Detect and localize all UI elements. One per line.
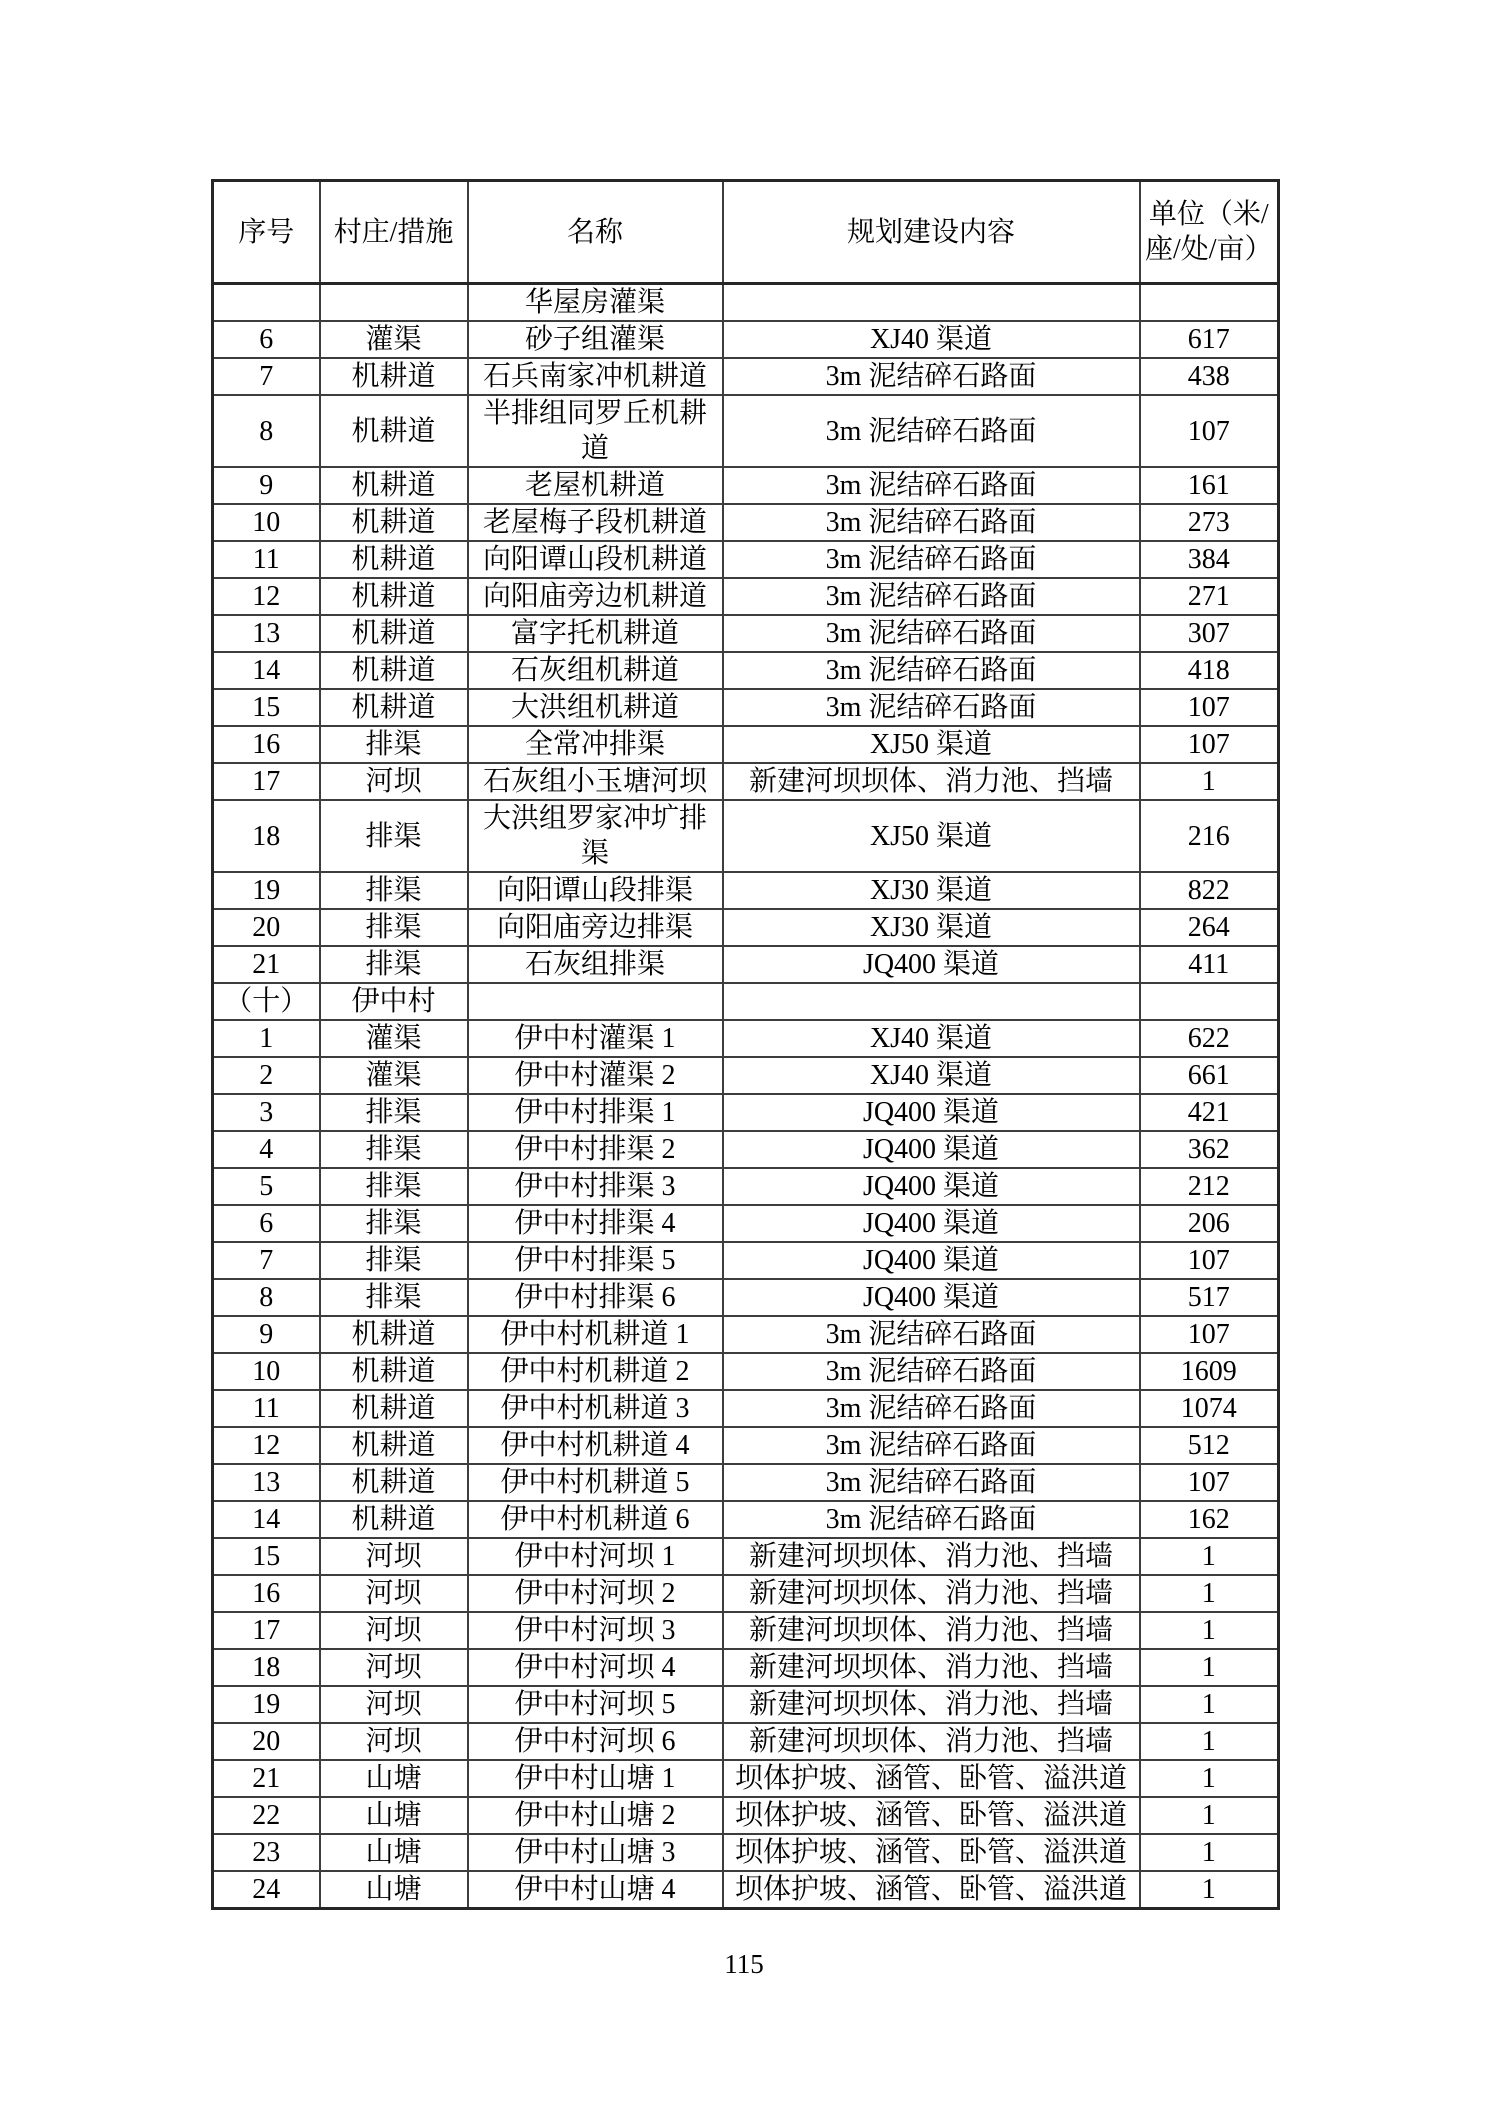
table-row bbox=[213, 763, 1279, 800]
cell-content: XJ40 渠道 bbox=[723, 321, 1140, 358]
cell-no: 3 bbox=[213, 1094, 320, 1131]
cell-measure: 排渠 bbox=[320, 726, 468, 763]
col-header-measure: 村庄/措施 bbox=[320, 181, 468, 284]
cell-unit: 1 bbox=[1140, 1612, 1279, 1649]
cell-content: JQ400 渠道 bbox=[723, 1242, 1140, 1279]
cell-name: 伊中村排渠 1 bbox=[468, 1094, 723, 1131]
cell-unit: 162 bbox=[1140, 1501, 1279, 1538]
cell-no: 2 bbox=[213, 1057, 320, 1094]
cell-content: JQ400 渠道 bbox=[723, 1279, 1140, 1316]
cell-content: 3m 泥结碎石路面 bbox=[723, 1501, 1140, 1538]
cell-name: 向阳庙旁边机耕道 bbox=[468, 578, 723, 615]
cell-no bbox=[213, 284, 320, 322]
cell-measure: 河坝 bbox=[320, 1649, 468, 1686]
table-row bbox=[213, 467, 1279, 504]
col-header-no: 序号 bbox=[213, 181, 320, 284]
cell-unit: 1 bbox=[1140, 1686, 1279, 1723]
cell-no: 20 bbox=[213, 1723, 320, 1760]
cell-content: 3m 泥结碎石路面 bbox=[723, 578, 1140, 615]
cell-measure: 机耕道 bbox=[320, 578, 468, 615]
cell-no: 8 bbox=[213, 1279, 320, 1316]
cell-name: 全常冲排渠 bbox=[468, 726, 723, 763]
page-number: 115 bbox=[724, 1949, 764, 1979]
cell-name: 伊中村排渠 6 bbox=[468, 1279, 723, 1316]
cell-unit: 161 bbox=[1140, 467, 1279, 504]
cell-name: 伊中村山塘 3 bbox=[468, 1834, 723, 1871]
cell-no: 24 bbox=[213, 1871, 320, 1909]
cell-name: 富字托机耕道 bbox=[468, 615, 723, 652]
cell-unit: 107 bbox=[1140, 1242, 1279, 1279]
cell-measure: 伊中村 bbox=[320, 983, 468, 1020]
cell-no: 15 bbox=[213, 689, 320, 726]
cell-unit: 1609 bbox=[1140, 1353, 1279, 1390]
cell-unit: 1 bbox=[1140, 1871, 1279, 1909]
cell-name: 半排组同罗丘机耕道 bbox=[468, 395, 723, 467]
cell-content: JQ400 渠道 bbox=[723, 1131, 1140, 1168]
cell-no: 11 bbox=[213, 541, 320, 578]
cell-measure: 机耕道 bbox=[320, 1316, 468, 1353]
table-row bbox=[213, 1797, 1279, 1834]
table-row bbox=[213, 1464, 1279, 1501]
cell-content: 3m 泥结碎石路面 bbox=[723, 467, 1140, 504]
cell-measure: 排渠 bbox=[320, 872, 468, 909]
cell-name: 伊中村河坝 5 bbox=[468, 1686, 723, 1723]
table-row bbox=[213, 1871, 1279, 1909]
cell-no: 12 bbox=[213, 1427, 320, 1464]
cell-measure: 山塘 bbox=[320, 1760, 468, 1797]
cell-content: XJ30 渠道 bbox=[723, 872, 1140, 909]
cell-no: 23 bbox=[213, 1834, 320, 1871]
table-row bbox=[213, 1575, 1279, 1612]
table-row bbox=[213, 1020, 1279, 1057]
cell-unit: 206 bbox=[1140, 1205, 1279, 1242]
cell-unit: 307 bbox=[1140, 615, 1279, 652]
cell-measure: 排渠 bbox=[320, 909, 468, 946]
cell-unit: 517 bbox=[1140, 1279, 1279, 1316]
cell-measure: 机耕道 bbox=[320, 615, 468, 652]
cell-content: 坝体护坡、涵管、卧管、溢洪道 bbox=[723, 1871, 1140, 1909]
cell-no: 10 bbox=[213, 504, 320, 541]
cell-content: 3m 泥结碎石路面 bbox=[723, 615, 1140, 652]
cell-content: 3m 泥结碎石路面 bbox=[723, 504, 1140, 541]
cell-measure: 排渠 bbox=[320, 946, 468, 983]
table-row bbox=[213, 983, 1279, 1020]
cell-measure: 山塘 bbox=[320, 1797, 468, 1834]
cell-unit: 264 bbox=[1140, 909, 1279, 946]
cell-no: （十） bbox=[213, 983, 320, 1020]
table-row bbox=[213, 1686, 1279, 1723]
cell-measure: 排渠 bbox=[320, 1205, 468, 1242]
cell-unit: 661 bbox=[1140, 1057, 1279, 1094]
cell-no: 7 bbox=[213, 1242, 320, 1279]
cell-measure: 机耕道 bbox=[320, 1353, 468, 1390]
cell-measure: 机耕道 bbox=[320, 689, 468, 726]
table-row bbox=[213, 1760, 1279, 1797]
cell-unit: 1 bbox=[1140, 1575, 1279, 1612]
cell-content: 新建河坝坝体、消力池、挡墙 bbox=[723, 1612, 1140, 1649]
cell-name: 伊中村灌渠 2 bbox=[468, 1057, 723, 1094]
cell-no: 9 bbox=[213, 467, 320, 504]
cell-measure: 排渠 bbox=[320, 1094, 468, 1131]
cell-no: 22 bbox=[213, 1797, 320, 1834]
table-row bbox=[213, 726, 1279, 763]
table-row bbox=[213, 946, 1279, 983]
cell-unit: 107 bbox=[1140, 1464, 1279, 1501]
table-row bbox=[213, 652, 1279, 689]
cell-no: 7 bbox=[213, 358, 320, 395]
cell-name: 伊中村机耕道 3 bbox=[468, 1390, 723, 1427]
cell-no: 18 bbox=[213, 800, 320, 872]
table-row bbox=[213, 321, 1279, 358]
cell-unit: 1074 bbox=[1140, 1390, 1279, 1427]
table-row bbox=[213, 1723, 1279, 1760]
cell-name: 石灰组机耕道 bbox=[468, 652, 723, 689]
cell-unit: 1 bbox=[1140, 1760, 1279, 1797]
table-row bbox=[213, 1279, 1279, 1316]
table-row bbox=[213, 1390, 1279, 1427]
cell-name: 伊中村排渠 3 bbox=[468, 1168, 723, 1205]
cell-no: 13 bbox=[213, 615, 320, 652]
cell-name: 伊中村山塘 2 bbox=[468, 1797, 723, 1834]
cell-content: XJ30 渠道 bbox=[723, 909, 1140, 946]
cell-name: 伊中村排渠 4 bbox=[468, 1205, 723, 1242]
cell-no: 17 bbox=[213, 763, 320, 800]
cell-content: 新建河坝坝体、消力池、挡墙 bbox=[723, 1538, 1140, 1575]
cell-measure: 山塘 bbox=[320, 1871, 468, 1909]
cell-content: 3m 泥结碎石路面 bbox=[723, 1427, 1140, 1464]
cell-measure: 排渠 bbox=[320, 800, 468, 872]
cell-measure: 河坝 bbox=[320, 1686, 468, 1723]
table-row bbox=[213, 1057, 1279, 1094]
table-row bbox=[213, 800, 1279, 872]
cell-unit: 1 bbox=[1140, 1797, 1279, 1834]
cell-unit: 617 bbox=[1140, 321, 1279, 358]
cell-measure: 机耕道 bbox=[320, 504, 468, 541]
cell-content: JQ400 渠道 bbox=[723, 1094, 1140, 1131]
cell-no: 19 bbox=[213, 1686, 320, 1723]
cell-name: 伊中村山塘 1 bbox=[468, 1760, 723, 1797]
cell-measure: 河坝 bbox=[320, 1723, 468, 1760]
cell-unit: 271 bbox=[1140, 578, 1279, 615]
cell-name: 老屋梅子段机耕道 bbox=[468, 504, 723, 541]
table-row bbox=[213, 1501, 1279, 1538]
cell-content: JQ400 渠道 bbox=[723, 946, 1140, 983]
cell-unit bbox=[1140, 284, 1279, 322]
table-row bbox=[213, 1205, 1279, 1242]
cell-unit: 1 bbox=[1140, 1834, 1279, 1871]
cell-measure bbox=[320, 284, 468, 322]
cell-measure: 灌渠 bbox=[320, 1020, 468, 1057]
table-row bbox=[213, 284, 1279, 322]
table-row bbox=[213, 541, 1279, 578]
cell-content: XJ40 渠道 bbox=[723, 1020, 1140, 1057]
cell-content: XJ50 渠道 bbox=[723, 800, 1140, 872]
table-row bbox=[213, 578, 1279, 615]
cell-content: 3m 泥结碎石路面 bbox=[723, 358, 1140, 395]
cell-content: 3m 泥结碎石路面 bbox=[723, 652, 1140, 689]
cell-name: 石灰组小玉塘河坝 bbox=[468, 763, 723, 800]
cell-no: 6 bbox=[213, 321, 320, 358]
cell-no: 12 bbox=[213, 578, 320, 615]
cell-content: 坝体护坡、涵管、卧管、溢洪道 bbox=[723, 1797, 1140, 1834]
cell-unit: 822 bbox=[1140, 872, 1279, 909]
table-row bbox=[213, 1242, 1279, 1279]
cell-unit: 1 bbox=[1140, 1723, 1279, 1760]
cell-measure: 机耕道 bbox=[320, 358, 468, 395]
cell-name: 伊中村河坝 2 bbox=[468, 1575, 723, 1612]
cell-unit: 438 bbox=[1140, 358, 1279, 395]
cell-measure: 排渠 bbox=[320, 1242, 468, 1279]
cell-measure: 排渠 bbox=[320, 1131, 468, 1168]
cell-name: 伊中村机耕道 6 bbox=[468, 1501, 723, 1538]
table-row bbox=[213, 615, 1279, 652]
table-row bbox=[213, 504, 1279, 541]
table-row bbox=[213, 1538, 1279, 1575]
cell-no: 13 bbox=[213, 1464, 320, 1501]
cell-unit: 622 bbox=[1140, 1020, 1279, 1057]
cell-unit: 512 bbox=[1140, 1427, 1279, 1464]
cell-content: XJ40 渠道 bbox=[723, 1057, 1140, 1094]
cell-name: 向阳谭山段机耕道 bbox=[468, 541, 723, 578]
cell-no: 21 bbox=[213, 946, 320, 983]
cell-measure: 灌渠 bbox=[320, 1057, 468, 1094]
cell-unit: 1 bbox=[1140, 1538, 1279, 1575]
cell-content: 新建河坝坝体、消力池、挡墙 bbox=[723, 1723, 1140, 1760]
table-row bbox=[213, 1316, 1279, 1353]
cell-no: 14 bbox=[213, 652, 320, 689]
cell-name: 伊中村排渠 2 bbox=[468, 1131, 723, 1168]
header-row bbox=[213, 181, 1279, 284]
cell-no: 16 bbox=[213, 726, 320, 763]
cell-name: 石兵南家冲机耕道 bbox=[468, 358, 723, 395]
cell-measure: 排渠 bbox=[320, 1279, 468, 1316]
cell-no: 19 bbox=[213, 872, 320, 909]
cell-name: 向阳谭山段排渠 bbox=[468, 872, 723, 909]
cell-no: 1 bbox=[213, 1020, 320, 1057]
cell-measure: 机耕道 bbox=[320, 541, 468, 578]
cell-unit: 1 bbox=[1140, 763, 1279, 800]
cell-content: 新建河坝坝体、消力池、挡墙 bbox=[723, 1649, 1140, 1686]
cell-content: JQ400 渠道 bbox=[723, 1168, 1140, 1205]
table-row bbox=[213, 1612, 1279, 1649]
table-row bbox=[213, 872, 1279, 909]
table-row bbox=[213, 1353, 1279, 1390]
col-header-unit: 单位（米/座/处/亩） bbox=[1140, 181, 1279, 284]
cell-measure: 机耕道 bbox=[320, 652, 468, 689]
cell-measure: 河坝 bbox=[320, 763, 468, 800]
cell-measure: 河坝 bbox=[320, 1538, 468, 1575]
cell-content: 3m 泥结碎石路面 bbox=[723, 395, 1140, 467]
cell-measure: 河坝 bbox=[320, 1612, 468, 1649]
cell-no: 11 bbox=[213, 1390, 320, 1427]
cell-measure: 山塘 bbox=[320, 1834, 468, 1871]
cell-content: 坝体护坡、涵管、卧管、溢洪道 bbox=[723, 1760, 1140, 1797]
table-row bbox=[213, 909, 1279, 946]
cell-name: 伊中村机耕道 5 bbox=[468, 1464, 723, 1501]
cell-name: 伊中村灌渠 1 bbox=[468, 1020, 723, 1057]
cell-measure: 河坝 bbox=[320, 1575, 468, 1612]
cell-name: 大洪组罗家冲圹排渠 bbox=[468, 800, 723, 872]
cell-measure: 机耕道 bbox=[320, 395, 468, 467]
cell-name: 伊中村河坝 6 bbox=[468, 1723, 723, 1760]
table-row bbox=[213, 395, 1279, 467]
cell-name: 伊中村机耕道 1 bbox=[468, 1316, 723, 1353]
cell-name: 伊中村山塘 4 bbox=[468, 1871, 723, 1909]
cell-name: 伊中村机耕道 4 bbox=[468, 1427, 723, 1464]
cell-measure: 机耕道 bbox=[320, 1501, 468, 1538]
cell-measure: 机耕道 bbox=[320, 1427, 468, 1464]
cell-content: 新建河坝坝体、消力池、挡墙 bbox=[723, 763, 1140, 800]
cell-no: 20 bbox=[213, 909, 320, 946]
cell-no: 4 bbox=[213, 1131, 320, 1168]
cell-content: 新建河坝坝体、消力池、挡墙 bbox=[723, 1686, 1140, 1723]
cell-content: 3m 泥结碎石路面 bbox=[723, 689, 1140, 726]
cell-name: 伊中村机耕道 2 bbox=[468, 1353, 723, 1390]
cell-content: 新建河坝坝体、消力池、挡墙 bbox=[723, 1575, 1140, 1612]
table-row bbox=[213, 1834, 1279, 1871]
cell-unit: 107 bbox=[1140, 1316, 1279, 1353]
plan-table-header bbox=[213, 181, 1279, 284]
cell-no: 10 bbox=[213, 1353, 320, 1390]
cell-name: 伊中村河坝 3 bbox=[468, 1612, 723, 1649]
col-header-content: 规划建设内容 bbox=[723, 181, 1140, 284]
cell-no: 8 bbox=[213, 395, 320, 467]
cell-no: 5 bbox=[213, 1168, 320, 1205]
cell-unit: 273 bbox=[1140, 504, 1279, 541]
cell-content: 3m 泥结碎石路面 bbox=[723, 1390, 1140, 1427]
cell-content: 3m 泥结碎石路面 bbox=[723, 1353, 1140, 1390]
table-row bbox=[213, 1649, 1279, 1686]
cell-name: 华屋房灌渠 bbox=[468, 284, 723, 322]
cell-name: 老屋机耕道 bbox=[468, 467, 723, 504]
cell-no: 14 bbox=[213, 1501, 320, 1538]
cell-content: JQ400 渠道 bbox=[723, 1205, 1140, 1242]
cell-name: 大洪组机耕道 bbox=[468, 689, 723, 726]
cell-name: 石灰组排渠 bbox=[468, 946, 723, 983]
cell-name bbox=[468, 983, 723, 1020]
cell-unit: 411 bbox=[1140, 946, 1279, 983]
cell-name: 砂子组灌渠 bbox=[468, 321, 723, 358]
table-row bbox=[213, 1131, 1279, 1168]
cell-unit: 107 bbox=[1140, 689, 1279, 726]
cell-no: 16 bbox=[213, 1575, 320, 1612]
cell-unit: 216 bbox=[1140, 800, 1279, 872]
cell-measure: 机耕道 bbox=[320, 467, 468, 504]
plan-table bbox=[211, 179, 1280, 1910]
cell-no: 17 bbox=[213, 1612, 320, 1649]
cell-name: 伊中村河坝 4 bbox=[468, 1649, 723, 1686]
cell-no: 15 bbox=[213, 1538, 320, 1575]
cell-content: XJ50 渠道 bbox=[723, 726, 1140, 763]
table-row bbox=[213, 358, 1279, 395]
cell-measure: 排渠 bbox=[320, 1168, 468, 1205]
cell-measure: 机耕道 bbox=[320, 1390, 468, 1427]
cell-no: 6 bbox=[213, 1205, 320, 1242]
cell-content: 坝体护坡、涵管、卧管、溢洪道 bbox=[723, 1834, 1140, 1871]
cell-no: 9 bbox=[213, 1316, 320, 1353]
cell-content bbox=[723, 284, 1140, 322]
cell-unit: 212 bbox=[1140, 1168, 1279, 1205]
cell-measure: 机耕道 bbox=[320, 1464, 468, 1501]
table-row bbox=[213, 689, 1279, 726]
cell-measure: 灌渠 bbox=[320, 321, 468, 358]
cell-unit: 107 bbox=[1140, 395, 1279, 467]
cell-unit: 362 bbox=[1140, 1131, 1279, 1168]
plan-table-body bbox=[213, 284, 1279, 1909]
cell-content: 3m 泥结碎石路面 bbox=[723, 1464, 1140, 1501]
cell-unit: 384 bbox=[1140, 541, 1279, 578]
cell-content: 3m 泥结碎石路面 bbox=[723, 541, 1140, 578]
cell-name: 伊中村排渠 5 bbox=[468, 1242, 723, 1279]
cell-unit: 418 bbox=[1140, 652, 1279, 689]
col-header-name: 名称 bbox=[468, 181, 723, 284]
table-row bbox=[213, 1094, 1279, 1131]
cell-content: 3m 泥结碎石路面 bbox=[723, 1316, 1140, 1353]
cell-no: 21 bbox=[213, 1760, 320, 1797]
cell-unit: 421 bbox=[1140, 1094, 1279, 1131]
cell-unit: 1 bbox=[1140, 1649, 1279, 1686]
table-row bbox=[213, 1427, 1279, 1464]
cell-unit: 107 bbox=[1140, 726, 1279, 763]
cell-name: 向阳庙旁边排渠 bbox=[468, 909, 723, 946]
table-row bbox=[213, 1168, 1279, 1205]
cell-name: 伊中村河坝 1 bbox=[468, 1538, 723, 1575]
cell-unit bbox=[1140, 983, 1279, 1020]
cell-no: 18 bbox=[213, 1649, 320, 1686]
cell-content bbox=[723, 983, 1140, 1020]
